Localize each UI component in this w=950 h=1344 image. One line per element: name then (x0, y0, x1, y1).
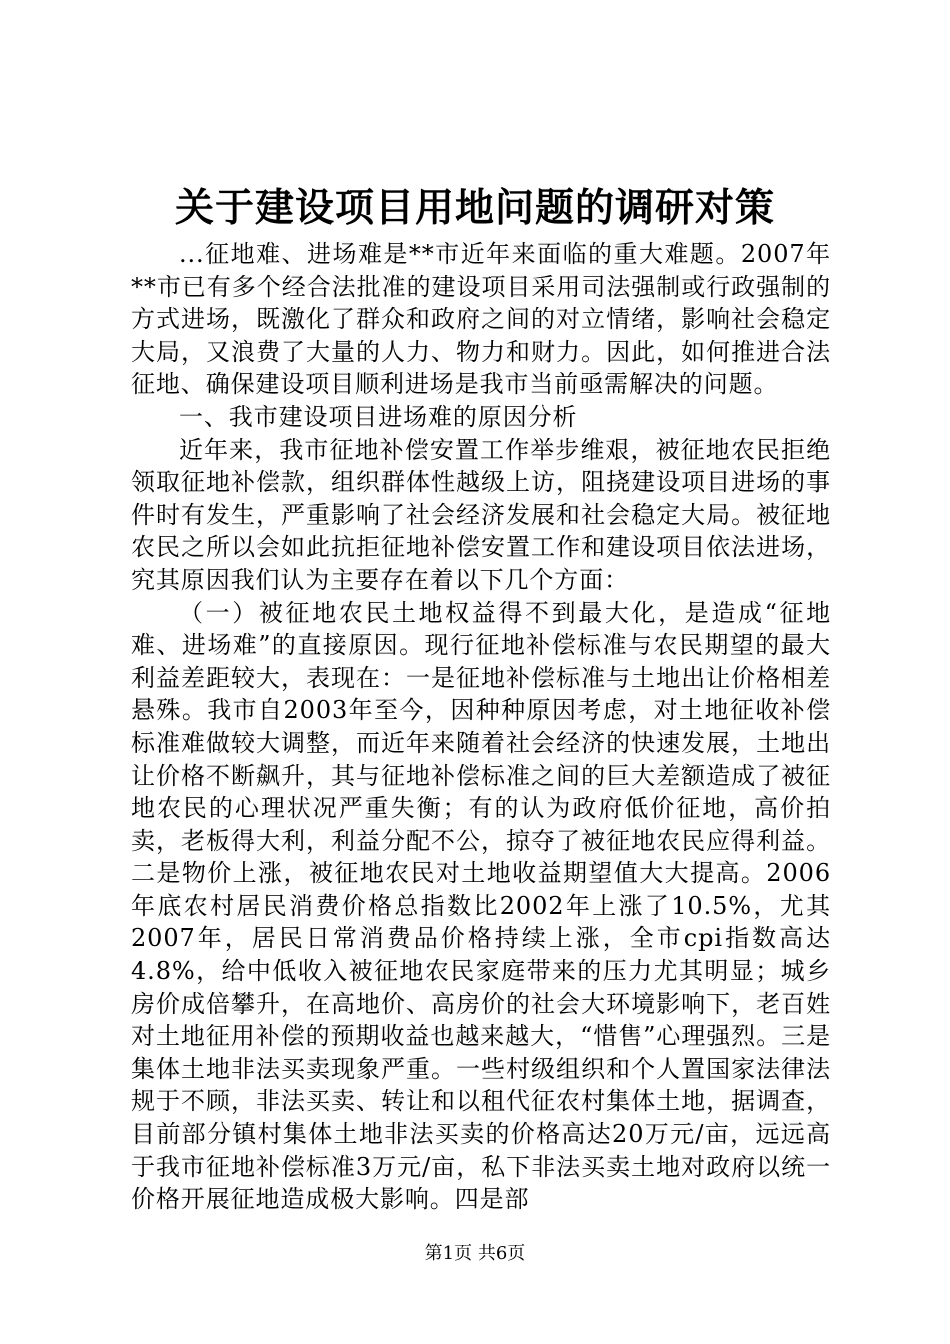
paragraph-analysis: 近年来，我市征地补偿安置工作举步维艰，被征地农民拒绝领取征地补偿款，组织群体性越级上访，阻挠建设项目进场的事件时有发生，严重影响了社会经济发展和社会稳定大局。被征地农民之所以会如此抗拒征地补偿安置工作和建设项目依法进场，究其原因我们认为主要存在着以下几个方面： (131, 435, 831, 594)
paragraph-subsection-1: （一）被征地农民土地权益得不到最大化，是造成“征地难、进场难”的直接原因。现行征地补偿标准与农民期望的最大利益差距较大，表现在：一是征地补偿标准与土地出让价格相差悬殊。我市自2003年至今，因种种原因考虑，对土地征收补偿标准难做较大调整，而近年来随着社会经济的快速发展，土地出让价格不断飙升，其与征地补偿标准之间的巨大差额造成了被征地农民的心理状况严重失衡；有的认为政府低价征地，高价拍卖，老板得大利，利益分配不公，掠夺了被征地农民应得利益。二是物价上涨，被征地农民对土地收益期望值大大提高。2006年底农村居民消费价格总指数比2002年上涨了10.5%，尤其2007年，居民日常消费品价格持续上涨，全市cpi指数高达4.8%，给中低收入被征地农民家庭带来的压力尤其明显；城乡房价成倍攀升，在高地价、高房价的社会大环境影响下，老百姓对土地征用补偿的预期收益也越来越大，“惜售”心理强烈。三是集体土地非法买卖现象严重。一些村级组织和个人置国家法律法规于不顾，非法买卖、转让和以租代征农村集体土地，据调查，目前部分镇村集体土地非法买卖的价格高达20万元/亩，远远高于我市征地补偿标准3万元/亩，私下非法买卖土地对政府以统一价格开展征地造成极大影响。四是部 (131, 598, 831, 1214)
document-body (131, 238, 831, 1216)
document-title: 关于建设项目用地问题的调研对策 (174, 185, 775, 231)
paragraph-intro: ...征地难、进场难是**市近年来面临的重大难题。2007年**市已有多个经合法批准的建设项目采用司法强制或行政强制的方式进场，既激化了群众和政府之间的对立情绪，影响社会稳定大局，又浪费了大量的人力、物力和财力。因此，如何推进合法征地、确保建设项目顺利进场是我市当前亟需解决的问题。 (131, 240, 831, 399)
page-number-footer: 第1页 共6页 (424, 1243, 526, 1264)
section-heading-1: 一、我市建设项目进场难的原因分析 (179, 402, 578, 431)
